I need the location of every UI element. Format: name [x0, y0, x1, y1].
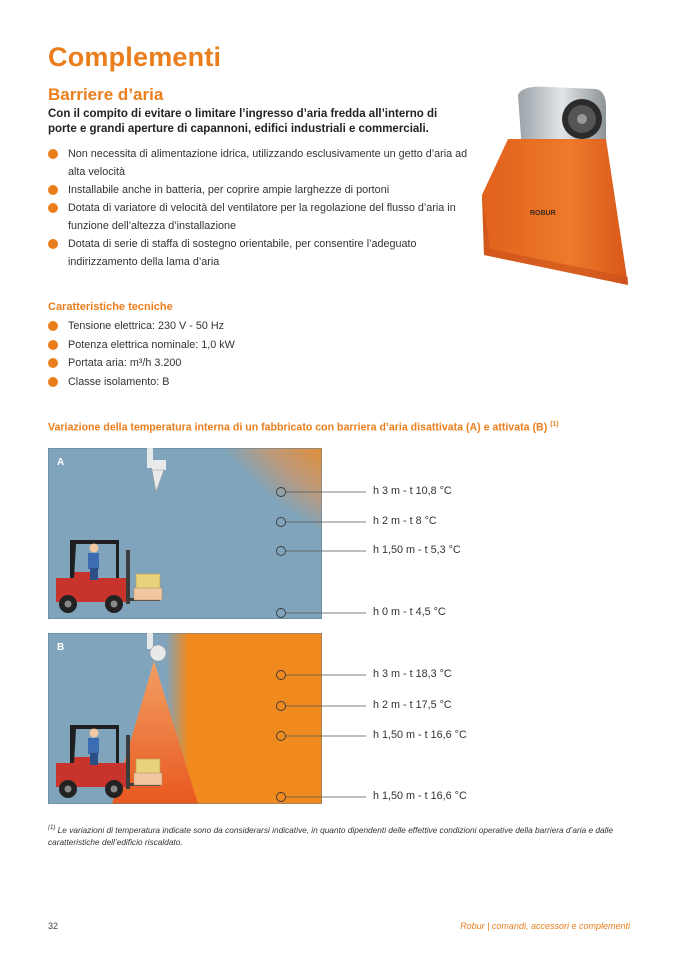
intro-text: Con il compito di evitare o limitare l’ingresso d’aria fredda all’interno di porte e grandi aperture di capannoni, edifici industriali e commerciali. — [48, 108, 438, 135]
diagram-panel-b — [48, 633, 322, 804]
feature-item: Installabile anche in batteria, per coprire ampie larghezze di portoni — [48, 181, 468, 199]
diagram-title-note: (1) — [550, 421, 559, 428]
footer-brand: Robur | comandi, accessori e complementi — [460, 921, 630, 931]
diagram-panel-a — [48, 448, 322, 619]
bullet-dot-icon — [48, 185, 58, 195]
bullet-dot-icon — [48, 321, 58, 331]
panel-label: B — [57, 642, 65, 653]
spec-item: Classe isolamento: B — [48, 373, 348, 392]
annotation-a-2: h 2 m - t 8 °C — [373, 515, 437, 527]
bullet-dot-icon — [48, 239, 58, 249]
annotation-b-3: h 1,50 m - t 16,6 °C — [373, 729, 467, 741]
bullet-dot-icon — [48, 340, 58, 350]
spec-item: Potenza elettrica nominale: 1,0 kW — [48, 336, 348, 355]
panel-label: A — [57, 457, 65, 468]
page-title: Complementi — [48, 42, 222, 72]
annotation-a-4: h 0 m - t 4,5 °C — [373, 606, 446, 618]
annotation-b-4: h 1,50 m - t 16,6 °C — [373, 790, 467, 802]
annotation-b-1: h 3 m - t 18,3 °C — [373, 668, 452, 680]
air-curtain-product-image — [478, 85, 633, 290]
feature-item: Dotata di variatore di velocità del ventilatore per la regolazione del flusso d’aria in funzione dell’altezza d’installazione — [48, 199, 468, 235]
annotation-a-3: h 1,50 m - t 5,3 °C — [373, 544, 461, 556]
page-number: 32 — [48, 921, 59, 931]
bullet-dot-icon — [48, 149, 58, 159]
footnote: $^{(1)}$ Le variazioni di temperatura indicate sono da considerarsi indicative, in quanto dipendenti delle effettive condizioni operative della barriera d’aria e dalle caratteristiche dell’edificio riscaldato. — [48, 824, 613, 847]
feature-item: Non necessita di alimentazione idrica, utilizzando esclusivamente un getto d’aria ad alta velocità — [48, 145, 468, 181]
spec-item: Tensione elettrica: 230 V - 50 Hz — [48, 317, 348, 336]
product-logo: ROBUR — [530, 210, 556, 217]
bullet-dot-icon — [48, 377, 58, 387]
bullet-dot-icon — [48, 203, 58, 213]
bullet-dot-icon — [48, 358, 58, 368]
annotation-b-2: h 2 m - t 17,5 °C — [373, 699, 452, 711]
annotation-a-1: h 3 m - t 10,8 °C — [373, 485, 452, 497]
specs-list — [48, 317, 348, 391]
spec-item: Portata aria: m³/h 3.200 — [48, 354, 348, 373]
diagram-title: Variazione della temperatura interna di un fabbricato con barriera d’aria disattivata (A) e attivata (B) $^{(1)}$ — [48, 421, 559, 434]
features-list — [48, 145, 468, 271]
section-subtitle: Barriere d’aria — [48, 85, 164, 104]
specs-heading: Caratteristiche tecniche — [48, 301, 173, 313]
feature-item: Dotata di serie di staffa di sostegno orientabile, per consentire l’adeguato indirizzamento della lama d’aria — [48, 235, 468, 271]
footnote-mark: (1) — [48, 825, 56, 831]
